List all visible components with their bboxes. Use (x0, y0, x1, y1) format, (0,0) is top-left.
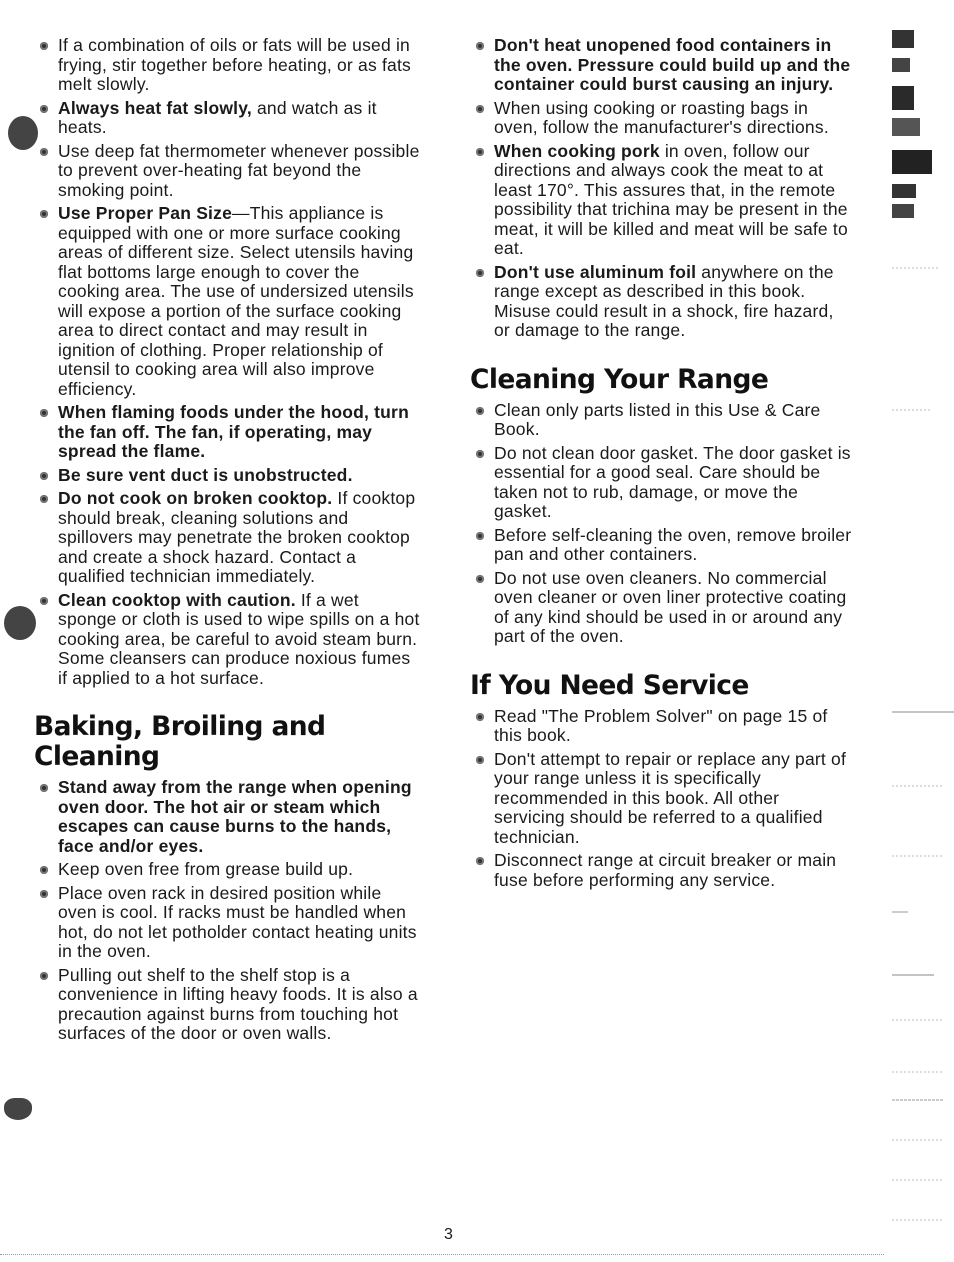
list-item: Stand away from the range when opening oven door. The hot air or steam which escapes can cause burns to the hands, face and/or eyes. (34, 778, 422, 856)
list-item: Clean only parts listed in this Use & Care Book. (470, 401, 852, 440)
list-item: When flaming foods under the hood, turn the fan off. The fan, if operating, may spread the flame. (34, 403, 422, 462)
list-item: Pulling out shelf to the shelf stop is a convenience in lifting heavy foods. It is also a precaution against burns from touching hot surfaces of the door or oven walls. (34, 966, 422, 1044)
bullet-icon (476, 148, 484, 156)
bottom-rule (0, 1254, 884, 1255)
bullet-icon (476, 532, 484, 540)
scan-mark (892, 184, 916, 198)
bullet-icon (40, 972, 48, 980)
scan-edge-strip (890, 0, 954, 1262)
scan-mark (892, 118, 920, 136)
list-item: Disconnect range at circuit breaker or main fuse before performing any service. (470, 851, 852, 890)
bullet-icon (476, 756, 484, 764)
list-item: Use Proper Pan Size—This appliance is equipped with one or more surface cooking areas of different size. Select utensils having flat bottoms large enough to cover the cooking area. The use of undersized utensils will expose a portion of the surface cooking area to direct contact and may result in ignition of clothing. Proper relationship of utensil to cooking area will also improve efficiency. (34, 204, 422, 399)
bullet-icon (40, 866, 48, 874)
safety-list-baking (34, 778, 422, 1044)
list-item: When using cooking or roasting bags in oven, follow the manufacturer's directions. (470, 99, 852, 138)
bullet-icon (476, 575, 484, 583)
bullet-icon (40, 495, 48, 503)
bullet-icon (40, 148, 48, 156)
bullet-icon (476, 105, 484, 113)
bullet-icon (40, 105, 48, 113)
bullet-icon (40, 597, 48, 605)
list-item: Use deep fat thermometer whenever possible to prevent over-heating fat beyond the smoking point. (34, 142, 422, 201)
bullet-icon (476, 407, 484, 415)
bullet-icon (40, 42, 48, 50)
list-item: Clean cooktop with caution. If a wet sponge or cloth is used to wipe spills on a hot cooking area, be careful to avoid steam burn. Some cleansers can produce noxious fumes if applied to a hot surface. (34, 591, 422, 689)
right-column (470, 36, 852, 894)
list-item: Be sure vent duct is unobstructed. (34, 466, 422, 486)
list-item: When cooking pork in oven, follow our directions and always cook the meat to at least 170°. This assures that, in the remote possibility that trichina may be present in the meat, it will be killed and meat will be safe to eat. (470, 142, 852, 259)
binder-hole-mark-middle (4, 606, 36, 640)
safety-list-fats (34, 36, 422, 688)
scan-mark (892, 30, 914, 48)
section-heading-baking: Baking, Broiling and Cleaning (34, 711, 326, 772)
section-heading-service: If You Need Service (470, 669, 749, 701)
section-heading-cleaning: Cleaning Your Range (470, 363, 769, 395)
cleaning-list (470, 401, 852, 647)
scan-mark (892, 86, 914, 110)
list-item: Place oven rack in desired position while oven is cool. If racks must be handled when hot, do not let potholder contact heating units in the oven. (34, 884, 422, 962)
list-item: Do not cook on broken cooktop. If cooktop should break, cleaning solutions and spillovers may penetrate the broken cooktop and create a shock hazard. Contact a qualified technician immediately. (34, 489, 422, 587)
bullet-icon (40, 784, 48, 792)
bullet-icon (40, 472, 48, 480)
bullet-icon (476, 42, 484, 50)
binder-hole-mark-top (8, 116, 38, 150)
service-list (470, 707, 852, 891)
scan-mark (892, 150, 932, 174)
bullet-icon (40, 210, 48, 218)
bullet-icon (476, 713, 484, 721)
list-item: Keep oven free from grease build up. (34, 860, 422, 880)
list-item: Don't use aluminum foil anywhere on the range except as described in this book. Misuse could result in a shock, fire hazard, or damage to the range. (470, 263, 852, 341)
left-column (34, 36, 422, 1048)
bullet-icon (476, 450, 484, 458)
list-item: Don't heat unopened food containers in the oven. Pressure could build up and the container could burst causing an injury. (470, 36, 852, 95)
bullet-icon (476, 269, 484, 277)
list-item: Do not clean door gasket. The door gasket is essential for a good seal. Care should be taken not to rub, damage, or move the gasket. (470, 444, 852, 522)
page-number: 3 (444, 1226, 453, 1243)
list-item: Before self-cleaning the oven, remove broiler pan and other containers. (470, 526, 852, 565)
scan-mark (892, 204, 914, 218)
bullet-icon (40, 409, 48, 417)
list-item: Read "The Problem Solver" on page 15 of this book. (470, 707, 852, 746)
list-item: Do not use oven cleaners. No commercial oven cleaner or oven liner protective coating of any kind should be used in or around any part of the oven. (470, 569, 852, 647)
scan-mark (892, 58, 910, 72)
binder-hole-mark-bottom (4, 1098, 32, 1120)
list-item: If a combination of oils or fats will be used in frying, stir together before heating, or as fats melt slowly. (34, 36, 422, 95)
list-item: Don't attempt to repair or replace any part of your range unless it is specifically recommended in this book. All other servicing should be referred to a qualified technician. (470, 750, 852, 848)
list-item: Always heat fat slowly, and watch as it heats. (34, 99, 422, 138)
safety-list-oven (470, 36, 852, 341)
bullet-icon (40, 890, 48, 898)
bullet-icon (476, 857, 484, 865)
